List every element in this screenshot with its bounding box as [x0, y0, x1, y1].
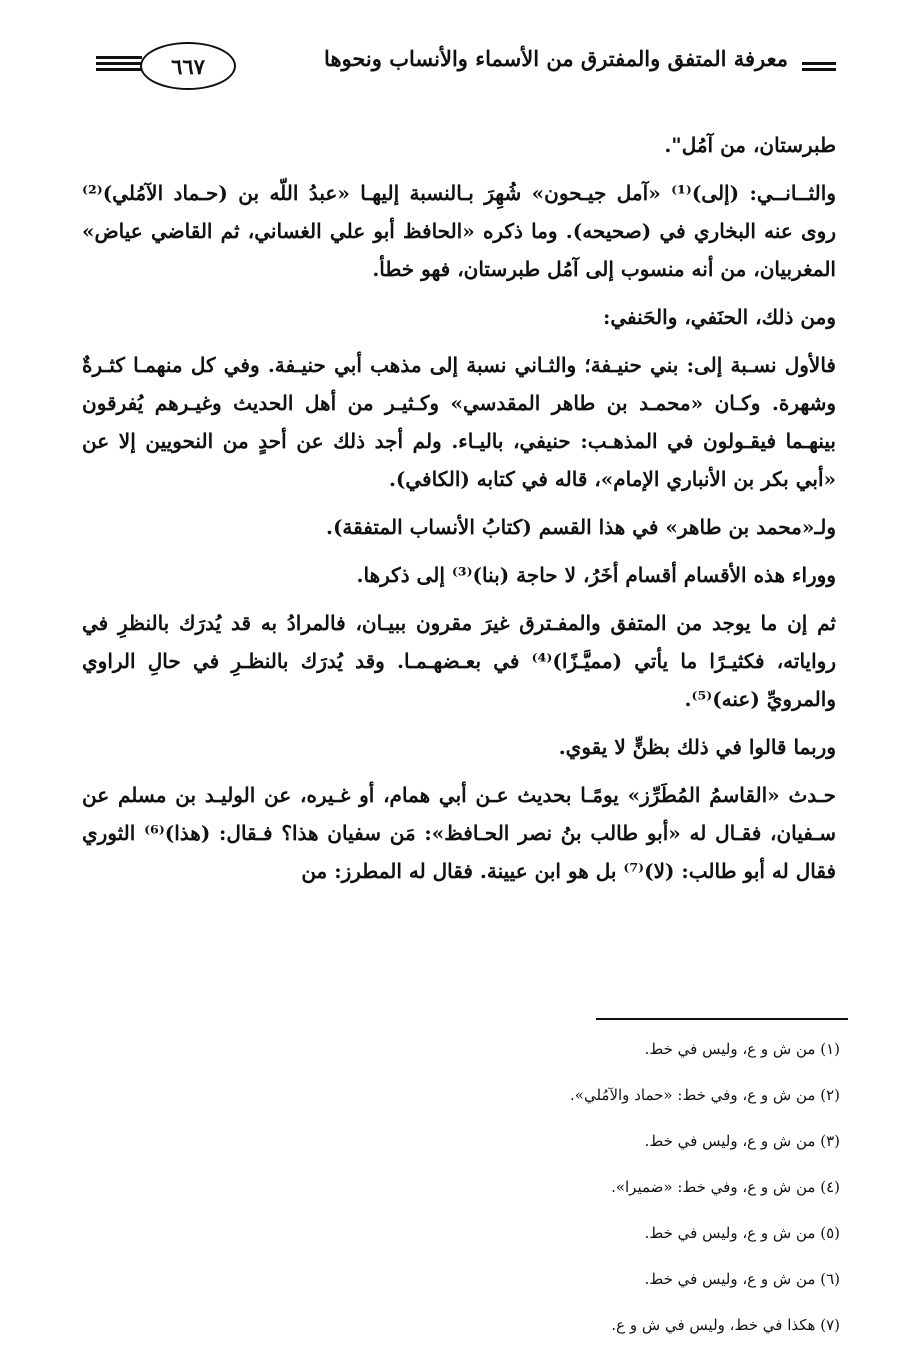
- paragraph: والثــانــي: (إلى)⁽¹⁾ «آمل جيـحون» شُهِرَ بـالنسبة إليهـا «عبدُ اللّه بن (حـماد الآمُلي)⁽²⁾ روى عنه البخاري في (صحيحه). وما ذكره «الحافظ أبو علي الغساني، ثم القاضي عياض» المغربيان، من أنه منسوب إلى آمُل طبرستان، فهو خطأ.: [82, 181, 836, 281]
- footnote: (٧) هكذا في خط، وليس في ش و ع.: [611, 1316, 840, 1334]
- footnote: (٢) من ش و ع، وفي خط: «حماد والآمُلي».: [570, 1086, 840, 1104]
- paragraph: ثم إن ما يوجد من المتفق والمفـترق غيرَ مقرون ببيـان، فالمرادُ به قد يُدرَك بالنظرِ في رواياته، فكثيـرًا ما يأتي (مميَّـزًا)⁽⁴⁾ في بعـضهـمـا. وقد يُدرَك بالنظـرِ في حالِ الراوي والمرويِّ (عنه)⁽⁵⁾.: [82, 611, 836, 711]
- paragraph: فالأول نسـبة إلى: بني حنيـفة؛ والثـاني نسبة إلى مذهب أبي حنيـفة. وفي كل منهمـا كثـرةٌ وشهرة. وكـان «محمـد بن طاهر المقدسي» وكـثيـر من أهل الحديث وغيـرهم يُفرقون بينهـما فيقـولون في المذهـب: حنيفي، باليـاء. ولم أجد ذلك عن أحدٍ من النحويين إلا عن «أبي بكر بن الأنباري الإمام»، قاله في كتابه (الكافي).: [82, 353, 836, 491]
- header-rule-left: [96, 56, 142, 76]
- paragraph: طبرستان، من آمُل".: [664, 133, 836, 157]
- running-title: معرفة المتفق والمفترق من الأسماء والأنساب ونحوها: [324, 46, 788, 71]
- paragraph: ومن ذلك، الحنَفي، والحَنفي:: [602, 305, 836, 329]
- paragraph: وربما قالوا في ذلك بظنٍّ لا يقوي.: [558, 735, 836, 759]
- footnote: (٥) من ش و ع، وليس في خط.: [644, 1224, 840, 1242]
- page-number: ٦٦٧: [140, 42, 236, 90]
- footnote: (٦) من ش و ع، وليس في خط.: [644, 1270, 840, 1288]
- footnote: (٤) من ش و ع، وفي خط: «ضميرا».: [611, 1178, 840, 1196]
- paragraph: ولـ«محمد بن طاهر» في هذا القسم (كتابُ الأنساب المتفقة).: [326, 515, 836, 539]
- header-rule-right: [802, 62, 836, 76]
- paragraph: ووراء هذه الأقسام أقسام أخَرُ، لا حاجة (بنا)⁽³⁾ إلى ذكرها.: [356, 563, 836, 587]
- footnotes: [240, 1034, 840, 1356]
- main-text: [82, 126, 836, 900]
- footnote: (١) من ش و ع، وليس في خط.: [644, 1040, 840, 1058]
- paragraph: حـدث «القاسمُ المُطَرِّز» يومًـا بحديث عـن أبي همام، أو غـيره، عن الوليـد بن مسلم عن سـفيان، فقـال له «أبو طالب بنُ نصر الحـافظ»: مَن سفيان هذا؟ فـقال: (هذا)⁽⁶⁾ الثوري فقال له أبو طالب: (لا)⁽⁷⁾ بل هو ابن عيينة. فقال له المطرز: من: [82, 783, 837, 883]
- page-header: [96, 34, 836, 106]
- footnote: (٣) من ش و ع، وليس في خط.: [644, 1132, 840, 1150]
- footnote-divider: [596, 1018, 848, 1020]
